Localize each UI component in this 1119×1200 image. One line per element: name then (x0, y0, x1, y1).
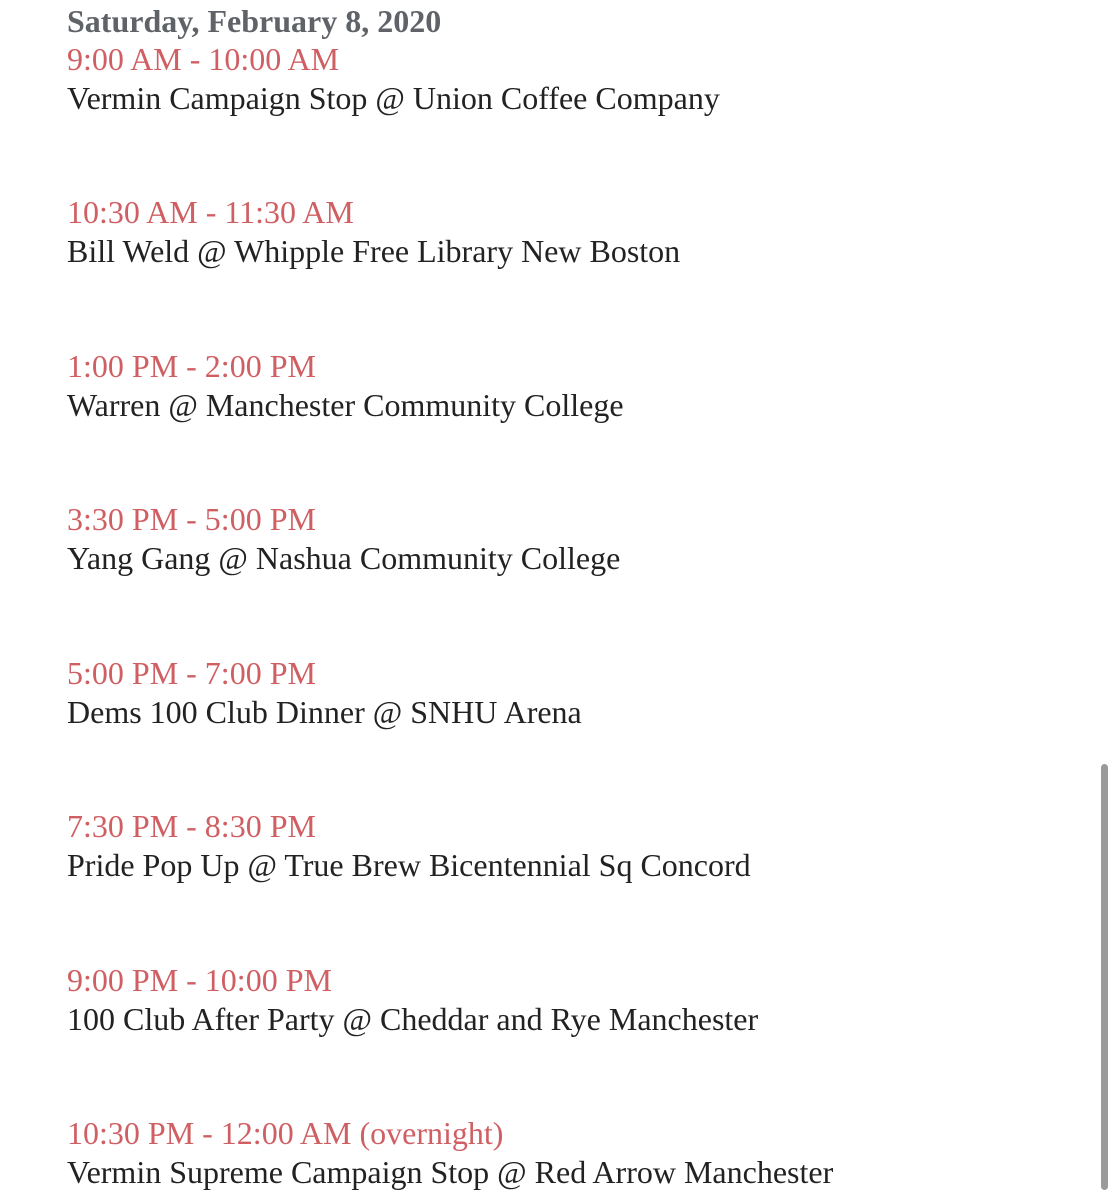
event-title: Warren @ Manchester Community College (67, 387, 624, 423)
event-title: Dems 100 Club Dinner @ SNHU Arena (67, 694, 582, 730)
event-time: 9:00 PM - 10:00 PM (67, 962, 332, 998)
event-item (67, 500, 620, 578)
event-time: 9:00 AM - 10:00 AM (67, 41, 340, 77)
event-time: 1:00 PM - 2:00 PM (67, 348, 316, 384)
event-title: Yang Gang @ Nashua Community College (67, 540, 621, 576)
event-item (67, 40, 720, 118)
vertical-scrollbar[interactable] (1101, 764, 1108, 1190)
event-item (67, 1114, 833, 1192)
event-time: 3:30 PM - 5:00 PM (67, 501, 316, 537)
event-title: Vermin Campaign Stop @ Union Coffee Company (67, 80, 720, 116)
event-title: Vermin Supreme Campaign Stop @ Red Arrow Manchester (67, 1154, 834, 1190)
event-title: Pride Pop Up @ True Brew Bicentennial Sq Concord (67, 847, 751, 883)
event-item (67, 654, 582, 732)
date-heading: Saturday, February 8, 2020 (67, 3, 442, 39)
event-time: 7:30 PM - 8:30 PM (67, 808, 316, 844)
event-item (67, 961, 758, 1039)
event-title: Bill Weld @ Whipple Free Library New Boston (67, 233, 681, 269)
event-item (67, 347, 624, 425)
event-time: 5:00 PM - 7:00 PM (67, 655, 316, 691)
event-time: 10:30 AM - 11:30 AM (67, 194, 354, 230)
event-item (67, 807, 751, 885)
event-title: 100 Club After Party @ Cheddar and Rye Manchester (67, 1001, 759, 1037)
event-item (67, 193, 680, 271)
event-time: 10:30 PM - 12:00 AM (overnight) (67, 1115, 504, 1151)
